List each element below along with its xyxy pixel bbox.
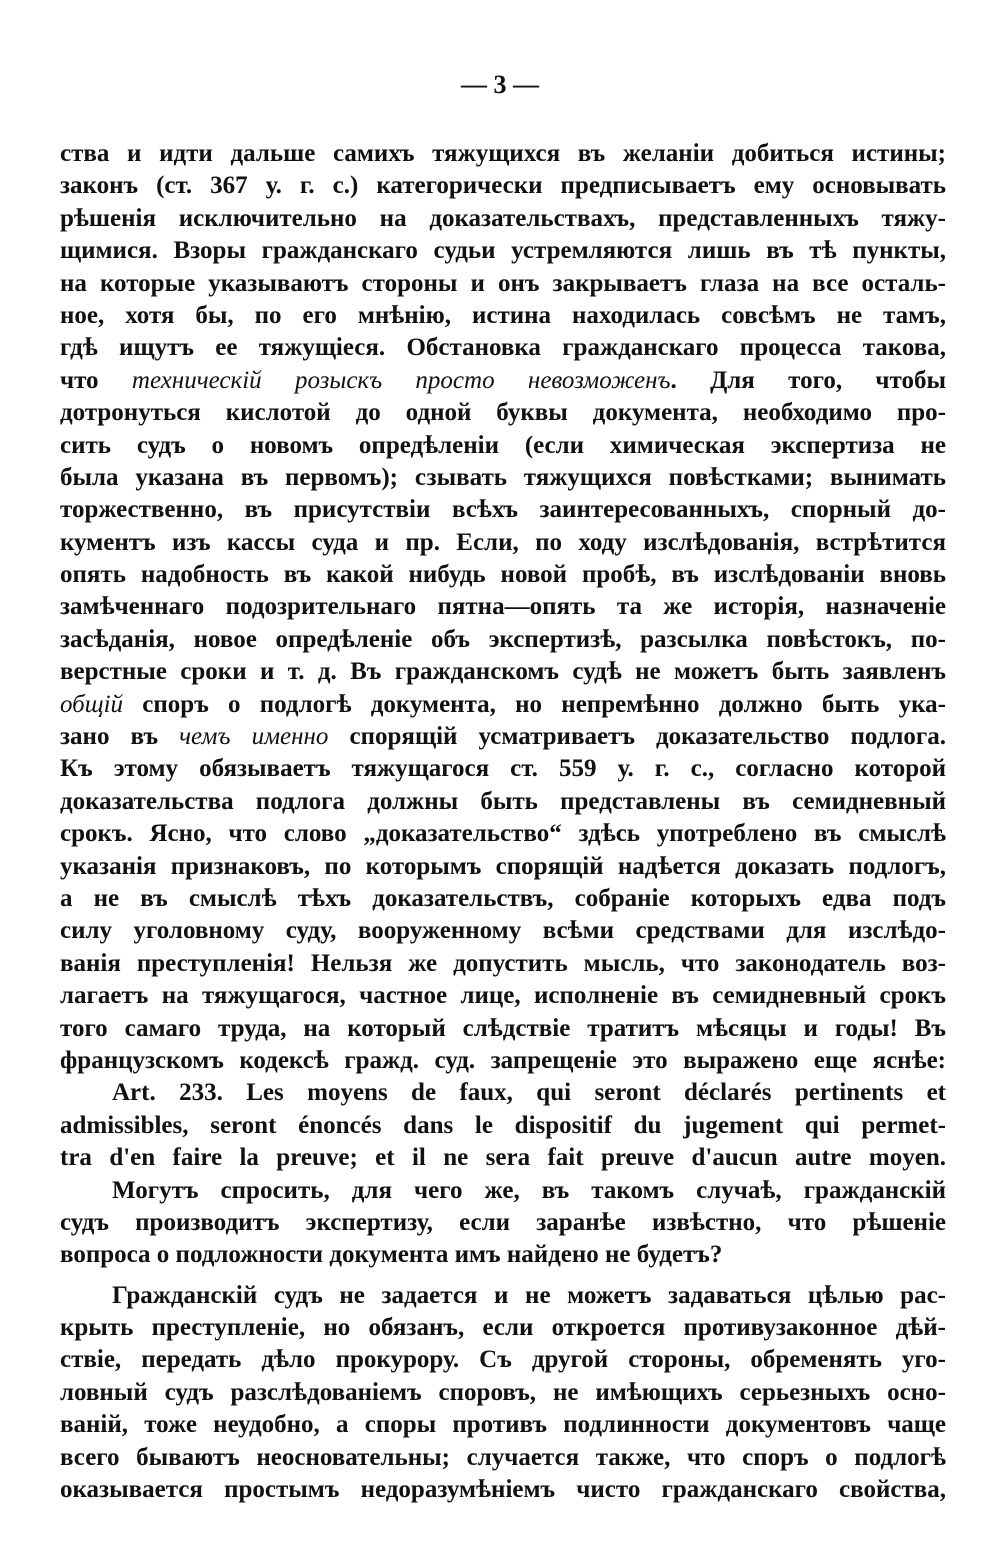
text-line: [60, 300, 946, 332]
text-line: [60, 203, 946, 235]
text-segment: была указана въ первомъ); сзывать тяжущихся повѣстками; вынимать: [60, 463, 946, 491]
text-segment: всего бываютъ неосновательны; случается также, что споръ о подлогѣ: [60, 1443, 946, 1471]
text-line: [60, 689, 946, 721]
text-line: [60, 462, 946, 494]
text-line: [60, 883, 946, 915]
text-line: [60, 430, 946, 462]
text-line: [60, 365, 946, 397]
text-line: [60, 1377, 946, 1409]
text-segment: спорящій усматриваетъ доказательство подлога.: [328, 723, 946, 751]
text-segment: споръ о подлогѣ документа, но непремѣнно должно быть ука-: [123, 690, 946, 718]
text-line: [60, 624, 946, 656]
text-line: [60, 170, 946, 202]
text-segment: силу уголовному суду, вооруженному всѣми средствами для изслѣдо-: [60, 917, 946, 945]
text-segment: вопроса о подложности документа имъ найдено не будетъ?: [60, 1241, 723, 1269]
text-segment: указанія признаковъ, по которымъ спорящій надѣется доказать подлогъ,: [60, 852, 946, 880]
text-line: [60, 1312, 946, 1344]
text-line: [60, 1207, 946, 1239]
text-segment: срокъ. Ясно, что слово „доказательство“ здѣсь употреблено въ смыслѣ: [60, 820, 946, 848]
italic-phrase: чемъ именно: [179, 723, 329, 751]
text-segment: Къ этому обязываетъ тяжущагося ст. 559 у. г. с., согласно которой: [60, 755, 946, 783]
text-segment: tra d'en faire la preuve; et il ne sera fait preuve d'aucun autre moyen.: [60, 1144, 946, 1172]
text-line: [60, 1142, 946, 1174]
text-line: [60, 1045, 946, 1077]
text-line: [60, 915, 946, 947]
text-line: [60, 397, 946, 429]
text-segment: дотронуться кислотой до одной буквы документа, необходимо про-: [60, 399, 946, 427]
text-line: [60, 559, 946, 591]
text-segment: засѣданія, новое опредѣленіе объ экспертизѣ, разсылка повѣстокъ, по-: [60, 625, 946, 653]
text-line: [60, 656, 946, 688]
text-segment: ловный судъ разслѣдованіемъ споровъ, не имѣющихъ серьезныхъ осно-: [60, 1378, 946, 1406]
text-line: [60, 980, 946, 1012]
text-segment: Гражданскій судъ не задается и не можетъ задаваться цѣлью рас-: [112, 1281, 946, 1309]
text-line: [60, 786, 946, 818]
text-segment: торжественно, въ присутствіи всѣхъ заинтересованныхъ, спорный до-: [60, 496, 946, 524]
text-segment: французскомъ кодексѣ гражд. суд. запрещеніе это выражено еще яснѣе:: [60, 1046, 946, 1074]
text-line: [60, 1344, 946, 1376]
body-text: [60, 138, 946, 1506]
text-segment: кументъ изъ кассы суда и пр. Если, по ходу изслѣдованія, встрѣтится: [60, 528, 946, 556]
text-segment: а не въ смыслѣ тѣхъ доказательствъ, собраніе которыхъ едва подъ: [60, 884, 946, 912]
text-segment: Могутъ спросить, для чего же, въ такомъ случаѣ, гражданскій: [112, 1176, 946, 1204]
text-segment: ваній, тоже неудобно, а споры противъ подлинности документовъ чаще: [60, 1411, 946, 1439]
text-segment: рѣшенія исключительно на доказательствахъ, представленныхъ тяжу-: [60, 204, 946, 232]
text-line: [60, 1013, 946, 1045]
text-segment: оказывается простымъ недоразумѣніемъ чисто гражданскаго свойства,: [60, 1476, 946, 1504]
text-segment: ствіе, передать дѣло прокурору. Съ другой стороны, обременять уго-: [60, 1346, 946, 1374]
text-segment: законъ (ст. 367 у. г. с.) категорически предписываетъ ему основывать: [60, 172, 946, 200]
text-line: [60, 527, 946, 559]
text-line: [60, 1239, 946, 1271]
text-segment: ства и идти дальше самихъ тяжущихся въ желаніи добиться истины;: [60, 140, 946, 167]
text-segment: зано въ: [60, 723, 180, 751]
text-segment: доказательства подлога должны быть представлены въ семидневный: [60, 787, 946, 815]
text-line: [60, 1077, 946, 1109]
text-segment: . Для того, чтобы: [670, 366, 946, 394]
text-line: [60, 138, 946, 170]
text-line: [60, 1474, 946, 1506]
page-number: — 3 —: [461, 70, 539, 99]
text-segment: судъ производитъ экспертизу, если заранѣе извѣстно, что рѣшеніе: [60, 1208, 946, 1236]
text-segment: ное, хотя бы, по его мнѣнію, истина находилась совсѣмъ не тамъ,: [60, 301, 946, 329]
text-line: [60, 948, 946, 980]
text-segment: что: [60, 366, 132, 394]
text-line: [60, 268, 946, 300]
italic-phrase: техническій розыскъ просто невозможенъ: [131, 366, 671, 394]
text-segment: admissibles, seront énoncés dans le dispositif du jugement qui permet-: [60, 1111, 946, 1139]
text-line: [60, 851, 946, 883]
text-segment: верстные сроки и т. д. Въ гражданскомъ судѣ не можетъ быть заявленъ: [60, 658, 946, 686]
text-line: [60, 1110, 946, 1142]
text-line: [60, 1280, 946, 1312]
text-segment: на которые указываютъ стороны и онъ закрываетъ глаза на все осталь-: [60, 269, 946, 297]
text-line: [60, 1442, 946, 1474]
text-segment: гдѣ ищутъ ее тяжущіеся. Обстановка гражданскаго процесса такова,: [60, 334, 946, 362]
text-line: [60, 818, 946, 850]
text-segment: опять надобность въ какой нибудь новой пробѣ, въ изслѣдованіи вновь: [60, 561, 946, 589]
text-line: [60, 494, 946, 526]
text-segment: того самаго труда, на который слѣдствіе тратитъ мѣсяцы и годы! Въ: [60, 1014, 946, 1042]
text-segment: крыть преступленіе, но обязанъ, если откроется противузаконное дѣй-: [60, 1314, 946, 1342]
text-segment: Art. 233. Les moyens de faux, qui seront déclarés pertinents et: [112, 1079, 946, 1107]
text-segment: сить судъ о новомъ опредѣленіи (если химическая экспертиза не: [60, 431, 946, 459]
text-segment: замѣченнаго подозрительнаго пятна—опять та же исторія, назначеніе: [60, 593, 946, 621]
text-line: [60, 1175, 946, 1207]
italic-phrase: общій: [60, 690, 124, 718]
text-line: [60, 332, 946, 364]
text-line: [60, 1409, 946, 1441]
text-line: [60, 235, 946, 267]
text-segment: ванія преступленія! Нельзя же допустить мысль, что законодатель воз-: [60, 949, 946, 977]
text-line: [60, 753, 946, 785]
text-segment: щимися. Взоры гражданскаго судьи устремляются лишь въ тѣ пункты,: [60, 237, 946, 265]
text-line: [60, 721, 946, 753]
text-line: [60, 591, 946, 623]
text-segment: лагаетъ на тяжущагося, частное лице, исполненіе въ семидневный срокъ: [60, 982, 946, 1010]
